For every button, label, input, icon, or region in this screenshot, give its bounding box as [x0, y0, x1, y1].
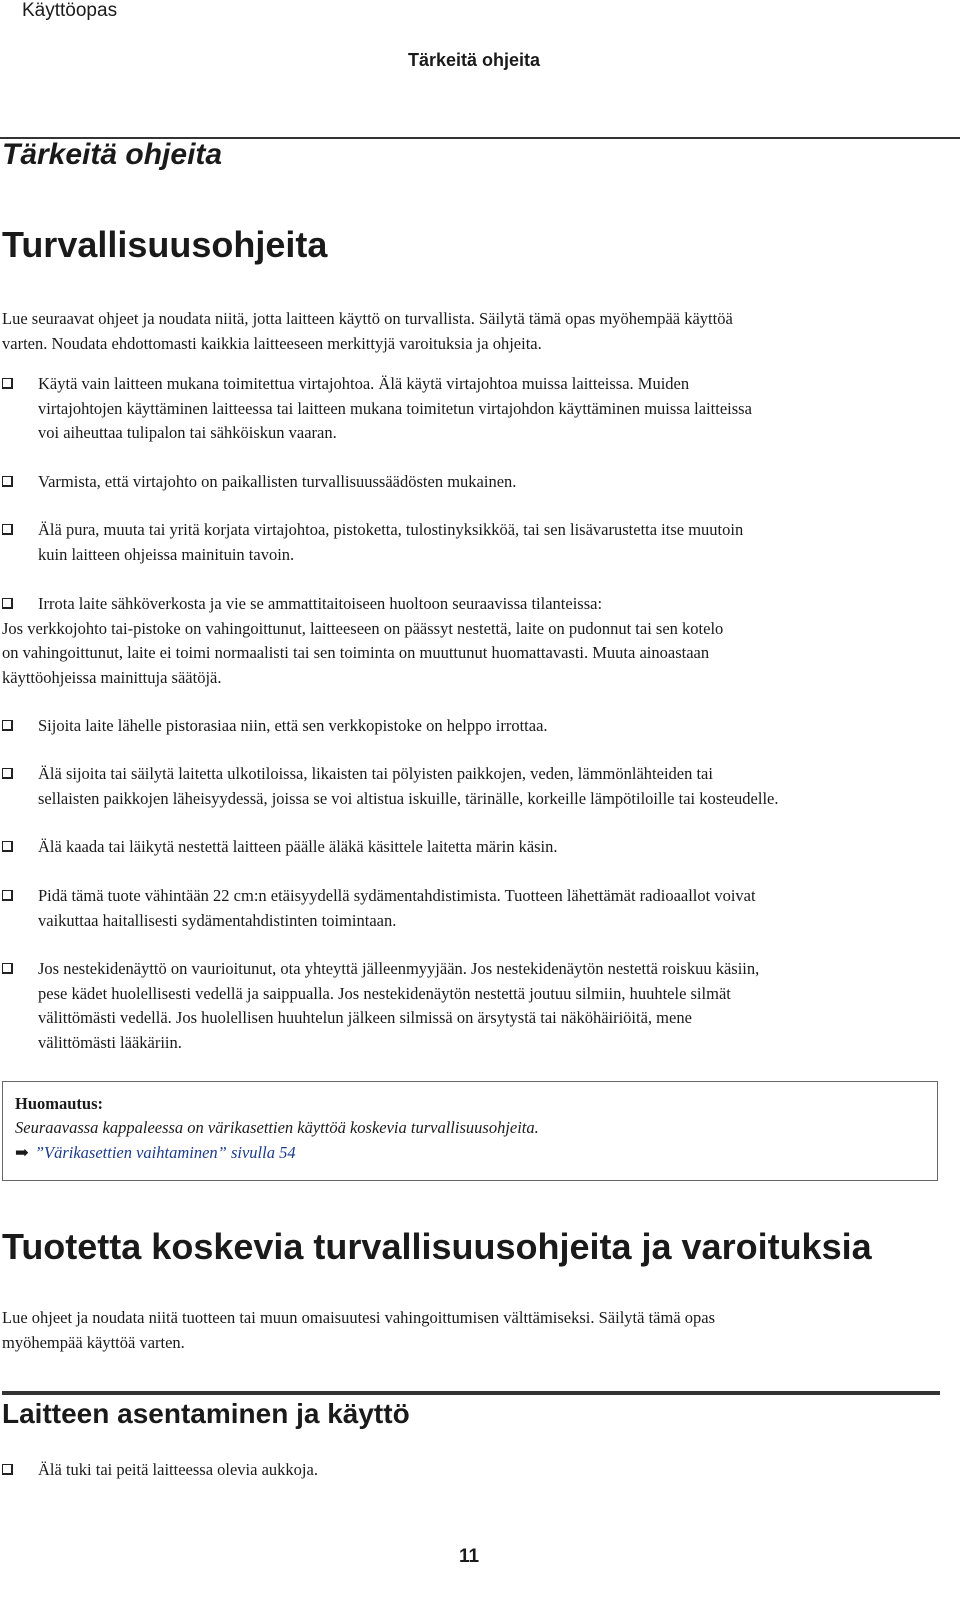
safety-heading: Turvallisuusohjeita	[2, 224, 328, 265]
arrow-right-icon: ➡	[15, 1143, 29, 1162]
checkbox-bullet-icon	[2, 476, 13, 487]
checkbox-bullet-icon	[2, 378, 13, 389]
section-header: Tärkeitä ohjeita	[408, 50, 541, 70]
checkbox-bullet-icon	[2, 720, 13, 731]
page-number: 11	[459, 1546, 480, 1567]
checkbox-bullet-icon	[2, 598, 13, 609]
checkbox-bullet-icon	[2, 768, 13, 779]
note-title: Huomautus:	[15, 1094, 104, 1113]
product-intro: Lue ohjeet ja noudata niitä tuotteen tai muun omaisuutesi vahingoittumisen välttämiseksi. Säilytä tämä opas myöhempää käyttöä varten.	[2, 1308, 716, 1352]
installation-heading: Laitteen asentaminen ja käyttö	[2, 1398, 410, 1429]
chapter-title: Tärkeitä ohjeita	[2, 138, 223, 171]
cross-reference-link[interactable]	[15, 1143, 296, 1163]
note-text: Seuraavassa kappaleessa on värikasettien käyttöä koskevia turvallisuusohjeita.	[15, 1118, 539, 1137]
section-divider	[2, 1391, 940, 1395]
checkbox-bullet-icon	[2, 841, 13, 852]
product-safety-heading: Tuotetta koskevia turvallisuusohjeita ja varoituksia	[2, 1226, 872, 1267]
checkbox-bullet-icon	[2, 1464, 13, 1475]
link-text[interactable]: ”Värikasettien vaihtaminen” sivulla 54	[34, 1143, 296, 1162]
safety-intro: Lue seuraavat ohjeet ja noudata niitä, jotta laitteen käyttö on turvallista. Säilytä tämä opas myöhempää käyttöä varten. Noudata ehdottomasti kaikkia laitteeseen merkittyjä varoituksia ja ohjeita.	[2, 309, 733, 353]
running-header: Käyttöopas	[22, 0, 118, 21]
checkbox-bullet-icon	[2, 524, 13, 535]
checkbox-bullet-icon	[2, 890, 13, 901]
note-box	[2, 1081, 938, 1181]
checkbox-bullet-icon	[2, 963, 13, 974]
